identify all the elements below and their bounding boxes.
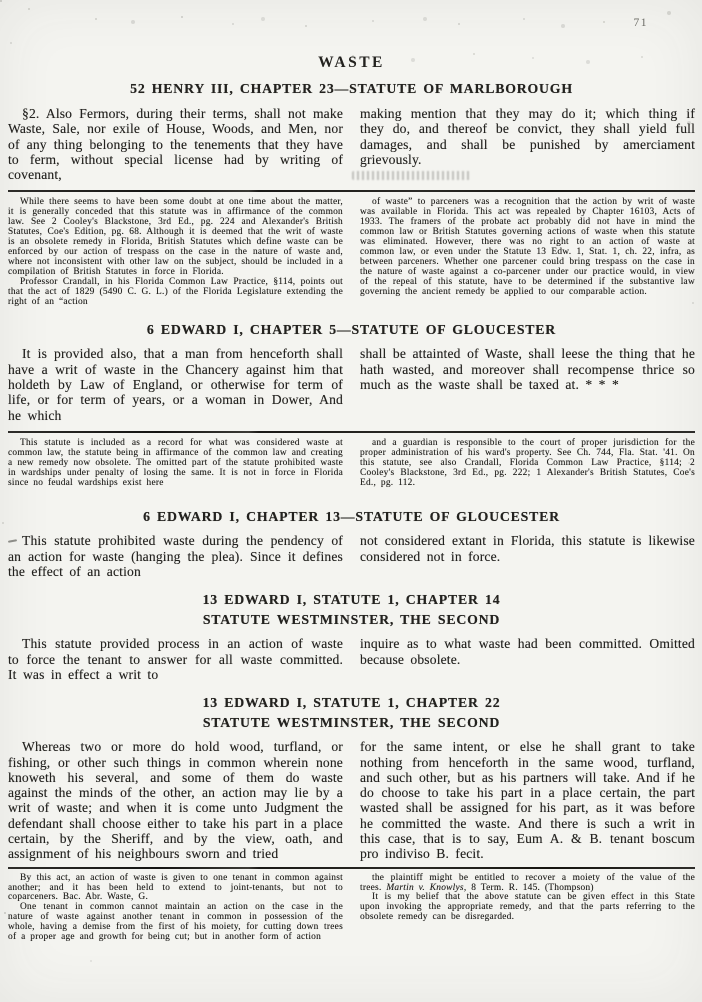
two-column-body — [8, 739, 695, 861]
footnote-columns — [8, 198, 695, 307]
footnote-paragraph: By this act, an action of waste is given to one tenant in common against another; and it has been held to extend to joint-tenants, but not to coparceners. Bac. Abr. Waste, G. — [8, 872, 343, 903]
footnote-column-right — [360, 874, 695, 943]
body-paragraph-right: for the same intent, or else he shall grant to take nothing from henceforth in the same wood, turfland, and such other, but as his partners will take. And if he do choose to take his part in a place certain, the part wasted shall be assigned for his part, as it was before he committed the waste. And there is such a writ in this case, that is to say, Eum A. & B. tenant boscum pro indiviso B. fecit. — [360, 739, 695, 862]
two-column-body — [8, 346, 695, 422]
footnote-column-right — [360, 198, 695, 307]
page-number: 71 — [633, 17, 648, 29]
section-heading: 13 EDWARD I, STATUTE 1, CHAPTER 22 — [202, 695, 501, 711]
section-gloucester-ch13 — [8, 508, 695, 579]
footnote-paragraph: It is my belief that the above statute can be given effect in this State upon invoking the appropriate remedy, and that the parts referring to the obsolete remedy can be disregarded. — [360, 892, 695, 923]
body-paragraph-right: shall be attainted of Waste, shall leese the thing that he hath wasted, and moreover shall recompense thrice so much as the waste shall be taxed at. * * * — [360, 346, 695, 393]
page-title: WASTE — [318, 54, 385, 71]
footnote-column-right — [360, 439, 695, 489]
body-paragraph-right: making mention that they may do it; which thing if they do, and thereof be convict, they shall yield full damages, and shall be punished by amerciament grievously. — [360, 106, 695, 167]
footnote-divider — [8, 431, 695, 433]
section-heading: 13 EDWARD I, STATUTE 1, CHAPTER 14 — [202, 592, 501, 608]
footnote-columns — [8, 439, 695, 489]
case-citation: Martin v. Knowlys — [386, 882, 464, 893]
section-heading: 6 EDWARD I, CHAPTER 13—STATUTE OF GLOUCESTER — [143, 509, 560, 525]
footnote-paragraph: This statute is included as a record for what was considered waste at common law, the statute being in affirmance of the common law and creating a new remedy now obsolete. The omitted part of the statute prohibited waste in wardships under penalty of losing the same. It is not in force in Florida since no feudal wardships exist here — [8, 437, 343, 488]
section-westminster-ch14 — [8, 591, 695, 682]
two-column-body — [8, 533, 695, 579]
footnote-divider — [8, 190, 695, 192]
section-subheading: STATUTE WESTMINSTER, THE SECOND — [202, 715, 501, 731]
footnote-paragraph: One tenant in common cannot maintain an action on the case in the nature of waste against another tenant in common in possession of the whole, having a demise from the first of his moiety, for cutting down trees of a proper age and growth for being cut; but in another form of action — [8, 902, 343, 943]
section-subheading: STATUTE WESTMINSTER, THE SECOND — [202, 612, 501, 628]
body-paragraph-left: §2. Also Fermors, during their terms, shall not make Waste, Sale, nor exile of House, Woods, and Men, nor of any thing belonging to the tenements that they have to ferm, without special license had by writing of covenant, — [8, 106, 343, 183]
section-marlborough — [8, 80, 695, 307]
body-paragraph-right: inquire as to what waste had been committed. Omitted because obsolete. — [360, 636, 695, 667]
section-gloucester-ch5 — [8, 321, 695, 488]
footnote-column-left — [8, 198, 343, 307]
footnote-paragraph — [360, 874, 695, 894]
two-column-body — [8, 636, 695, 682]
section-heading: 6 EDWARD I, CHAPTER 5—STATUTE OF GLOUCESTER — [146, 322, 557, 338]
footnote-text: the plaintiff might be entitled to recover a moiety of the value of the trees. — [360, 872, 695, 893]
footnote-paragraph: and a guardian is responsible to the court of proper jurisdiction for the proper administration of his ward's property. See Ch. 744, Fla. Stat. '41. On this statute, see also Crandall, Florida Common Law Practice, §114; 2 Cooley's Blackstone, 3rd Ed., pg. 222; 1 Alexander's British Statutes, Coe's Ed., pg. 112. — [360, 437, 695, 488]
footnote-paragraph: Professor Crandall, in his Florida Common Law Practice, §114, points out that the act of 1829 (5490 C. G. L.) of the Florida Legislature extending the right of an “action — [8, 276, 343, 307]
body-paragraph-left: This statute provided process in an action of waste to force the tenant to answer for all waste committed. It was in effect a writ to — [8, 636, 343, 682]
footnote-columns — [8, 874, 695, 943]
footnote-column-left — [8, 874, 343, 943]
footnote-paragraph: of waste” to parceners was a recognition that the action by writ of waste was available in Florida. This act was repealed by Chapter 16103, Acts of 1933. The framers of the probate act probably did not have in mind the common law or British Statutes governing actions of waste when this statute was eliminated. However, there was no right to an action of waste at common law, or even under the Statute 13 Edw. 1, Stat. 1, ch. 22, infra, as between parceners. Whether one parcener could bring trespass on the case in the nature of waste against a co-parcener under our practice would, in view of the repeal of this statute, have to be determined if the substantive law governing the ancient remedy be applied to our comparable action. — [360, 197, 695, 297]
body-paragraph-right: not considered extant in Florida, this statute is likewise considered not in force. — [360, 533, 695, 564]
body-paragraph-left: It is provided also, that a man from henceforth shall have a writ of waste in the Chancery against him that holdeth by Law of England, or otherwise for term of life, or for term of years, or a woman in Dower, And he which — [8, 346, 343, 423]
body-paragraph-left: This statute prohibited waste during the pendency of an action for waste (hanging the plea). Since it defines the effect of an action — [8, 533, 343, 580]
footnote-column-left — [8, 439, 343, 489]
section-heading: 52 HENRY III, CHAPTER 23—STATUTE OF MARLBOROUGH — [130, 81, 573, 96]
section-westminster-ch22 — [8, 694, 695, 943]
footnote-paragraph: While there seems to have been some doubt at one time about the matter, it is generally conceded that this statute was in affirmance of the common law. See 2 Cooley's Blackstone, 3rd Ed., pg. 224 and Alexander's British Statutes, Coe's Edition, pg. 68. Although it is deemed that the writ of waste is an obsolete remedy in Florida, British Statutes which define waste can be enforced by our action of trespass on the case in the nature of waste and, where not inconsistent with other law on the subject, should be included in a compilation of British Statutes in force in Florida. — [8, 197, 343, 277]
two-column-body — [8, 106, 695, 182]
footnote-text: , 8 Term. R. 145. (Thompson) — [463, 882, 594, 893]
footnote-divider — [8, 867, 695, 869]
body-paragraph-left: Whereas two or more do hold wood, turfland, or fishing, or other such things in common wherein none knoweth his several, and some of them do waste against the minds of the other, an action may lie by a writ of waste; and when it is come unto Judgment the defendant shall choose either to take his part in a place certain, by the Sheriff, and by the view, oath, and assignment of his neighbours sworn and tried — [8, 739, 343, 862]
